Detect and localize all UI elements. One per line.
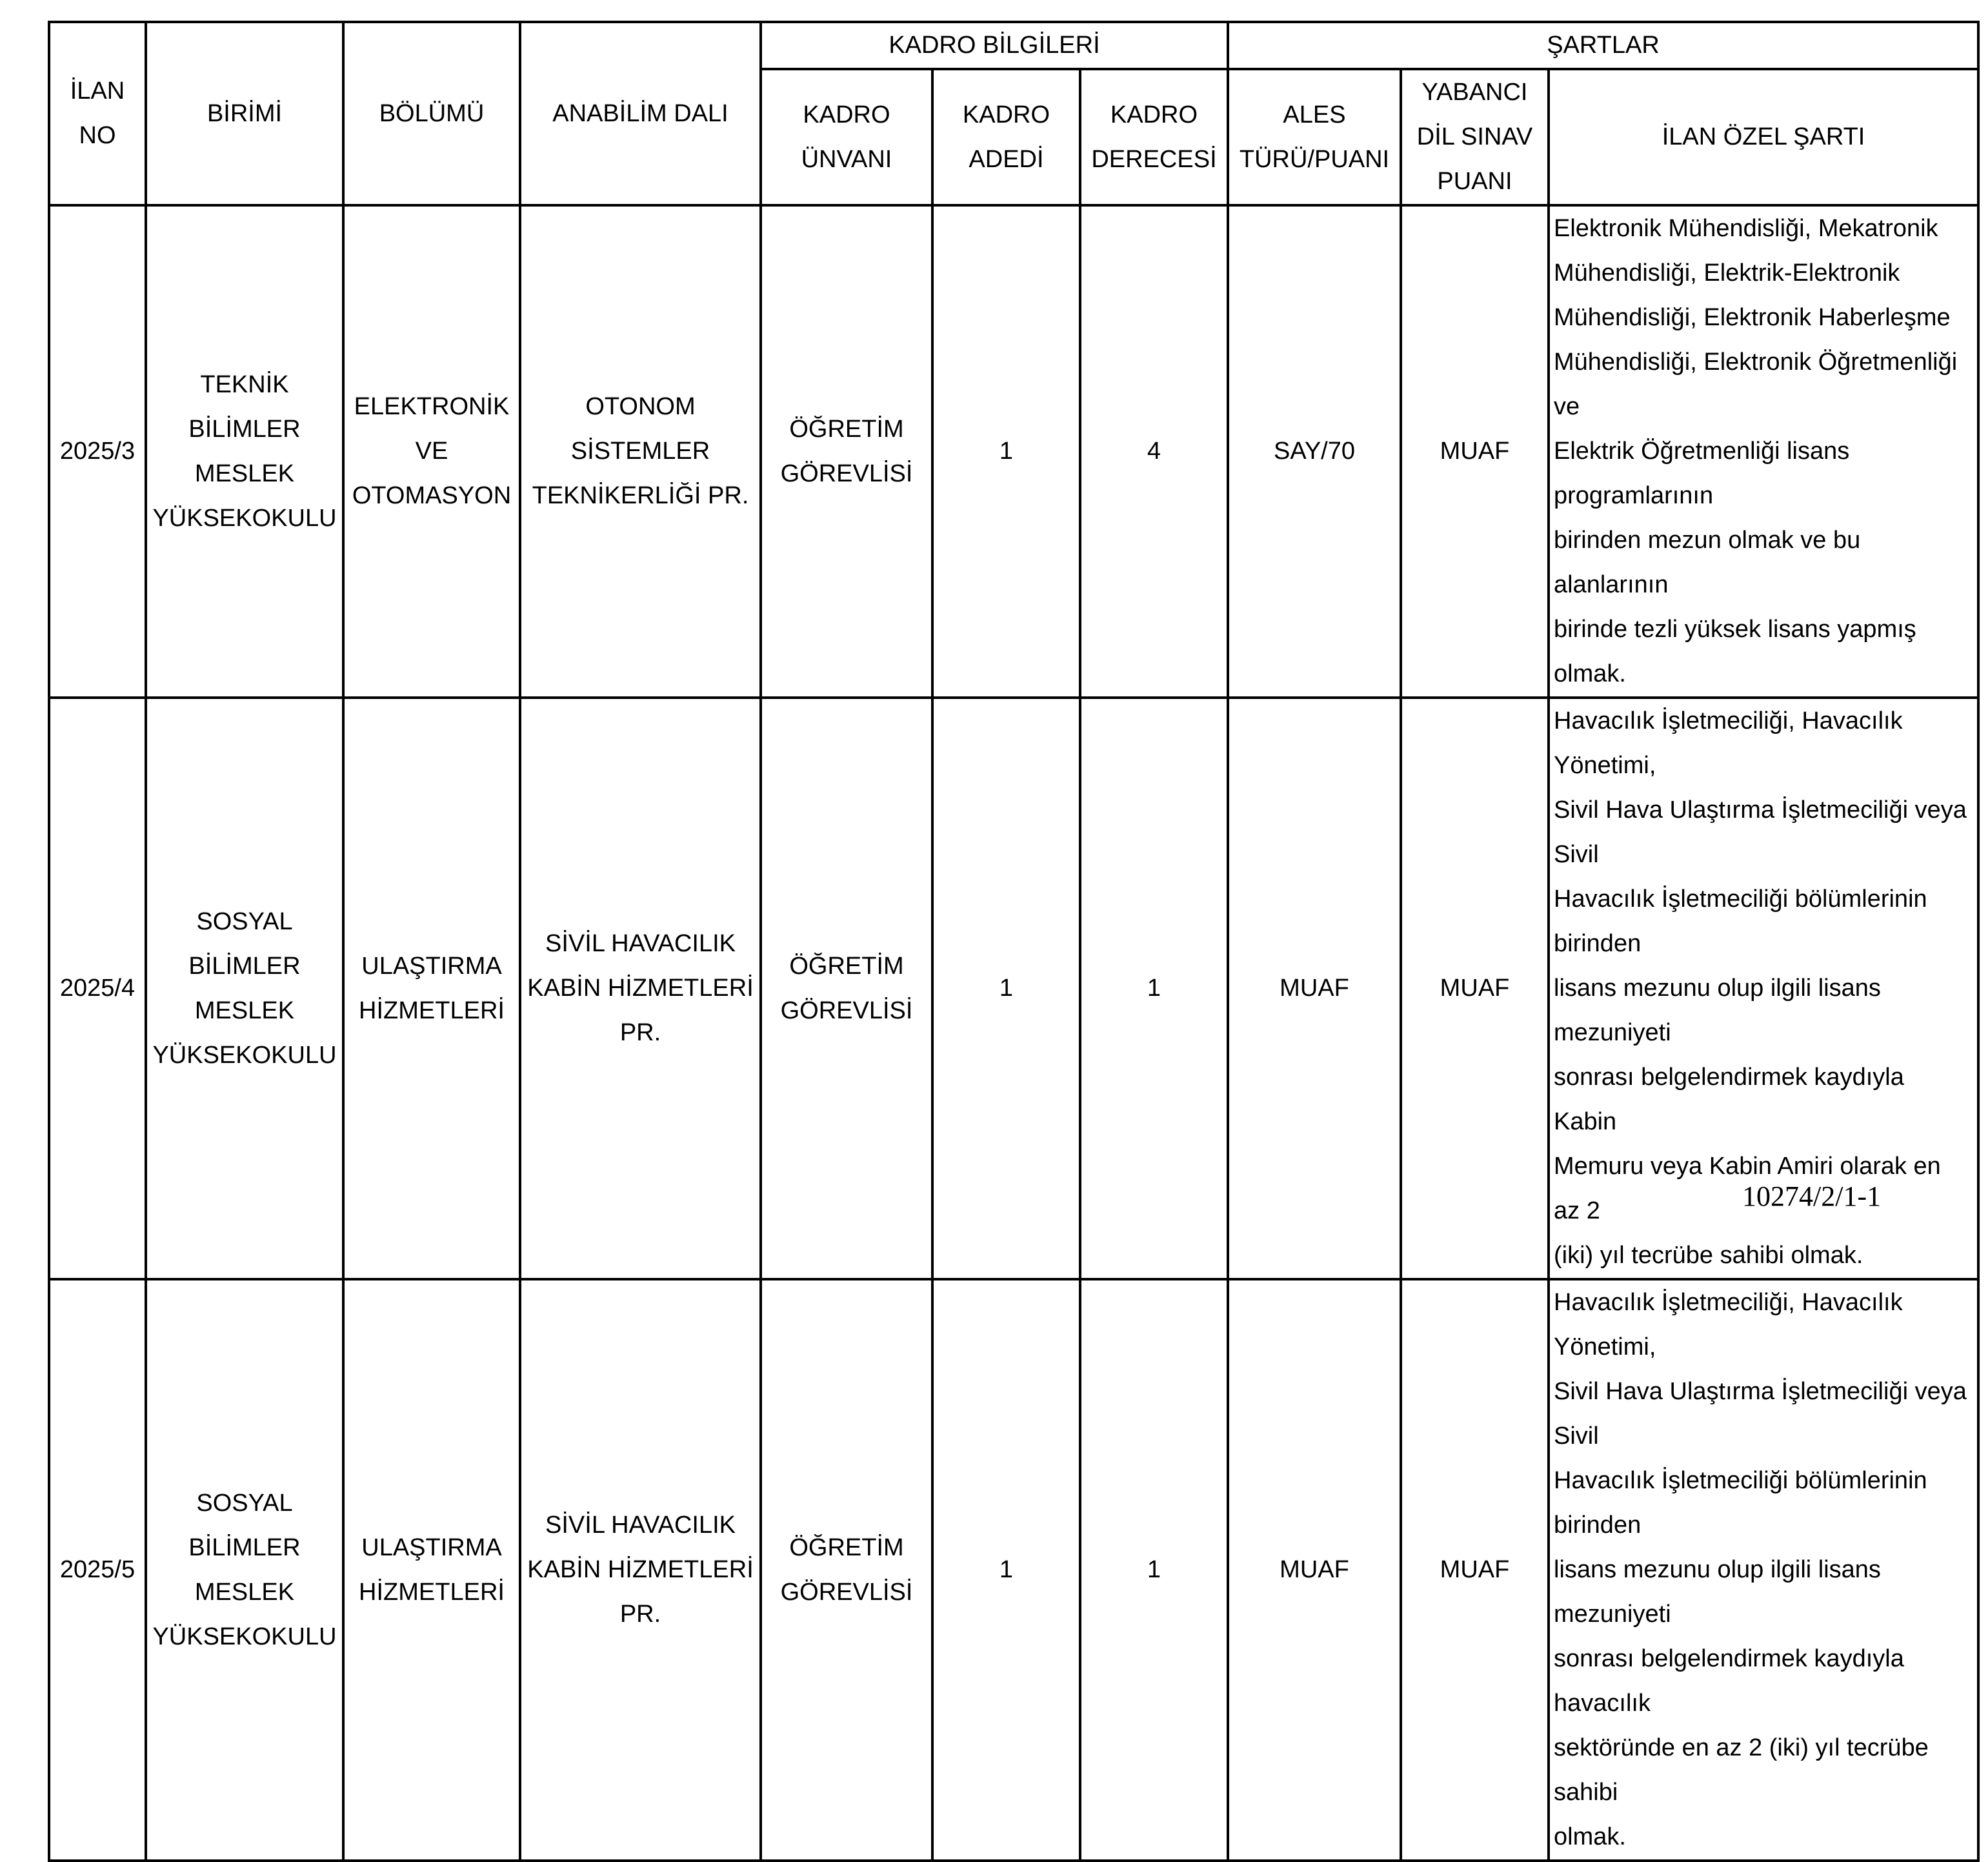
cell-line: MESLEK: [194, 997, 295, 1024]
cell-line: sektöründe en az 2 (iki) yıl tecrübe sahibi: [1554, 1734, 1929, 1806]
cell-line: (iki) yıl tecrübe sahibi olmak.: [1554, 1242, 1863, 1269]
cell-line: OTONOM: [585, 393, 696, 420]
header-line: ÜNVANI: [801, 145, 892, 173]
cell-kadro-derecesi: 1: [1080, 698, 1228, 1279]
header-line: YABANCI: [1421, 79, 1528, 106]
header-line: ALES: [1283, 101, 1346, 128]
cell-line: SİVİL HAVACILIK: [545, 930, 736, 957]
header-ilan-no: [49, 22, 146, 205]
header-sartlar: ŞARTLAR: [1228, 22, 1978, 69]
cell-line: YÜKSEKOKULU: [152, 1623, 337, 1650]
cell-anabilim-dali: [520, 205, 761, 698]
cell-line: ÖĞRETİM: [789, 415, 904, 443]
cell-line: Elektronik Mühendisliği, Mekatronik: [1554, 215, 1938, 242]
cell-birimi: [146, 205, 343, 698]
cell-bolumu: [343, 698, 520, 1279]
table-row: [49, 698, 1978, 1279]
cell-line: ÖĞRETİM: [789, 952, 904, 980]
cell-anabilim-dali: [520, 1279, 761, 1861]
header-kadro-adedi: [932, 69, 1080, 205]
cell-line: Havacılık İşletmeciliği, Havacılık Yönetimi,: [1554, 1289, 1903, 1361]
cell-birimi: [146, 698, 343, 1279]
cell-line: HİZMETLERİ: [359, 997, 505, 1024]
cell-line: PR.: [619, 1601, 661, 1628]
cell-line: PR.: [619, 1019, 661, 1046]
header-line: KADRO: [803, 101, 890, 128]
cell-line: lisans mezunu olup ilgili lisans mezuniyeti: [1554, 975, 1881, 1046]
cell-line: SOSYAL: [196, 1489, 293, 1517]
cell-line: Mühendisliği, Elektronik Haberleşme: [1554, 304, 1951, 331]
header-line: PUANI: [1437, 168, 1512, 195]
cell-ilan-ozel-sarti: [1549, 1279, 1978, 1861]
cell-kadro-unvani: [761, 205, 932, 698]
cell-line: ULAŞTIRMA: [361, 952, 502, 980]
header-ilan-no-line: İLAN: [70, 77, 125, 105]
cell-kadro-unvani: [761, 1279, 932, 1861]
header-kadro-bilgileri: KADRO BİLGİLERİ: [761, 22, 1228, 69]
cell-line: Mühendisliği, Elektrik-Elektronik: [1554, 259, 1900, 287]
cell-ales: SAY/70: [1228, 205, 1401, 698]
cell-line: Memuru veya Kabin Amiri olarak en az 2: [1554, 1153, 1941, 1224]
cell-yabanci-dil: MUAF: [1401, 1279, 1549, 1861]
header-row-group: [49, 22, 1978, 69]
header-yabanci-dil: [1401, 69, 1549, 205]
cell-line: Sivil Hava Ulaştırma İşletmeciliği veya Sivil: [1554, 796, 1967, 868]
cell-ilan-no: 2025/3: [49, 205, 146, 698]
cell-line: KABİN HİZMETLERİ: [527, 975, 754, 1002]
cell-ilan-no: 2025/5: [49, 1279, 146, 1861]
cell-line: GÖREVLİSİ: [780, 460, 913, 487]
cell-line: sonrası belgelendirmek kaydıyla Kabin: [1554, 1064, 1904, 1135]
cell-line: BİLİMLER: [188, 952, 301, 980]
cell-ilan-ozel-sarti: [1549, 205, 1978, 698]
cell-ilan-no: 2025/4: [49, 698, 146, 1279]
cell-line: VE: [415, 438, 448, 465]
header-kadro-unvani: [761, 69, 932, 205]
cell-yabanci-dil: MUAF: [1401, 205, 1549, 698]
cell-bolumu: [343, 1279, 520, 1861]
cell-anabilim-dali: [520, 698, 761, 1279]
cell-kadro-derecesi: 1: [1080, 1279, 1228, 1861]
cell-line: ELEKTRONİK: [354, 393, 510, 420]
cell-line: SOSYAL: [196, 907, 293, 935]
header-ilan-ozel-sarti: İLAN ÖZEL ŞARTI: [1549, 69, 1978, 205]
table-row: [49, 205, 1978, 698]
cell-line: Havacılık İşletmeciliği, Havacılık Yönetimi,: [1554, 707, 1903, 779]
cell-line: GÖREVLİSİ: [780, 997, 913, 1024]
cell-line: sonrası belgelendirmek kaydıyla havacılık: [1554, 1645, 1904, 1717]
cell-line: BİLİMLER: [188, 1533, 301, 1561]
cell-line: olmak.: [1554, 1823, 1626, 1850]
cell-line: Mühendisliği, Elektronik Öğretmenliği ve: [1554, 349, 1958, 420]
header-line: DERECESİ: [1091, 145, 1217, 173]
cell-kadro-adedi: 1: [932, 1279, 1080, 1861]
header-anabilim-dali: ANABİLİM DALI: [520, 22, 761, 205]
cell-line: TEKNİKERLİĞİ PR.: [532, 482, 749, 509]
cell-line: ÖĞRETİM: [789, 1533, 904, 1561]
cell-line: MESLEK: [194, 1578, 295, 1606]
document-code: 10274/2/1-1: [1742, 1180, 1882, 1212]
cell-line: GÖREVLİSİ: [780, 1578, 913, 1606]
cell-line: lisans mezunu olup ilgili lisans mezuniyeti: [1554, 1556, 1881, 1628]
cell-line: birinden mezun olmak ve bu alanlarının: [1554, 527, 1861, 598]
cell-line: YÜKSEKOKULU: [152, 1041, 337, 1069]
cell-line: OTOMASYON: [352, 482, 512, 509]
cell-ales: MUAF: [1228, 1279, 1401, 1861]
cell-ales: MUAF: [1228, 698, 1401, 1279]
cell-kadro-unvani: [761, 698, 932, 1279]
cell-yabanci-dil: MUAF: [1401, 698, 1549, 1279]
cell-line: SİVİL HAVACILIK: [545, 1512, 736, 1539]
cell-line: Havacılık İşletmeciliği bölümlerinin birinden: [1554, 1467, 1927, 1539]
header-line: ADEDİ: [969, 145, 1044, 173]
cell-line: Havacılık İşletmeciliği bölümlerinin birinden: [1554, 885, 1927, 957]
cell-line: YÜKSEKOKULU: [152, 504, 337, 532]
cell-line: Elektrik Öğretmenliği lisans programlarının: [1554, 438, 1850, 509]
cell-line: MESLEK: [194, 460, 295, 487]
table-row: [49, 1279, 1978, 1861]
cell-line: SİSTEMLER: [570, 438, 710, 465]
cell-line: HİZMETLERİ: [359, 1578, 505, 1606]
job-postings-table: [48, 21, 1980, 1862]
header-ilan-no-line: NO: [79, 122, 116, 149]
header-bolumu: BÖLÜMÜ: [343, 22, 520, 205]
cell-line: BİLİMLER: [188, 415, 301, 443]
header-kadro-derecesi: [1080, 69, 1228, 205]
cell-kadro-derecesi: 4: [1080, 205, 1228, 698]
cell-kadro-adedi: 1: [932, 698, 1080, 1279]
cell-birimi: [146, 1279, 343, 1861]
cell-line: birinde tezli yüksek lisans yapmış olmak.: [1554, 616, 1916, 687]
cell-line: KABİN HİZMETLERİ: [527, 1556, 754, 1583]
header-birimi: BİRİMİ: [146, 22, 343, 205]
cell-bolumu: [343, 205, 520, 698]
header-ales: [1228, 69, 1401, 205]
header-line: KADRO: [962, 101, 1050, 128]
cell-kadro-adedi: 1: [932, 205, 1080, 698]
header-line: TÜRÜ/PUANI: [1239, 145, 1390, 173]
header-line: DİL SINAV: [1416, 123, 1533, 150]
header-line: KADRO: [1110, 101, 1198, 128]
cell-line: TEKNİK: [200, 370, 289, 398]
cell-line: Sivil Hava Ulaştırma İşletmeciliği veya Sivil: [1554, 1378, 1967, 1450]
cell-line: ULAŞTIRMA: [361, 1533, 502, 1561]
